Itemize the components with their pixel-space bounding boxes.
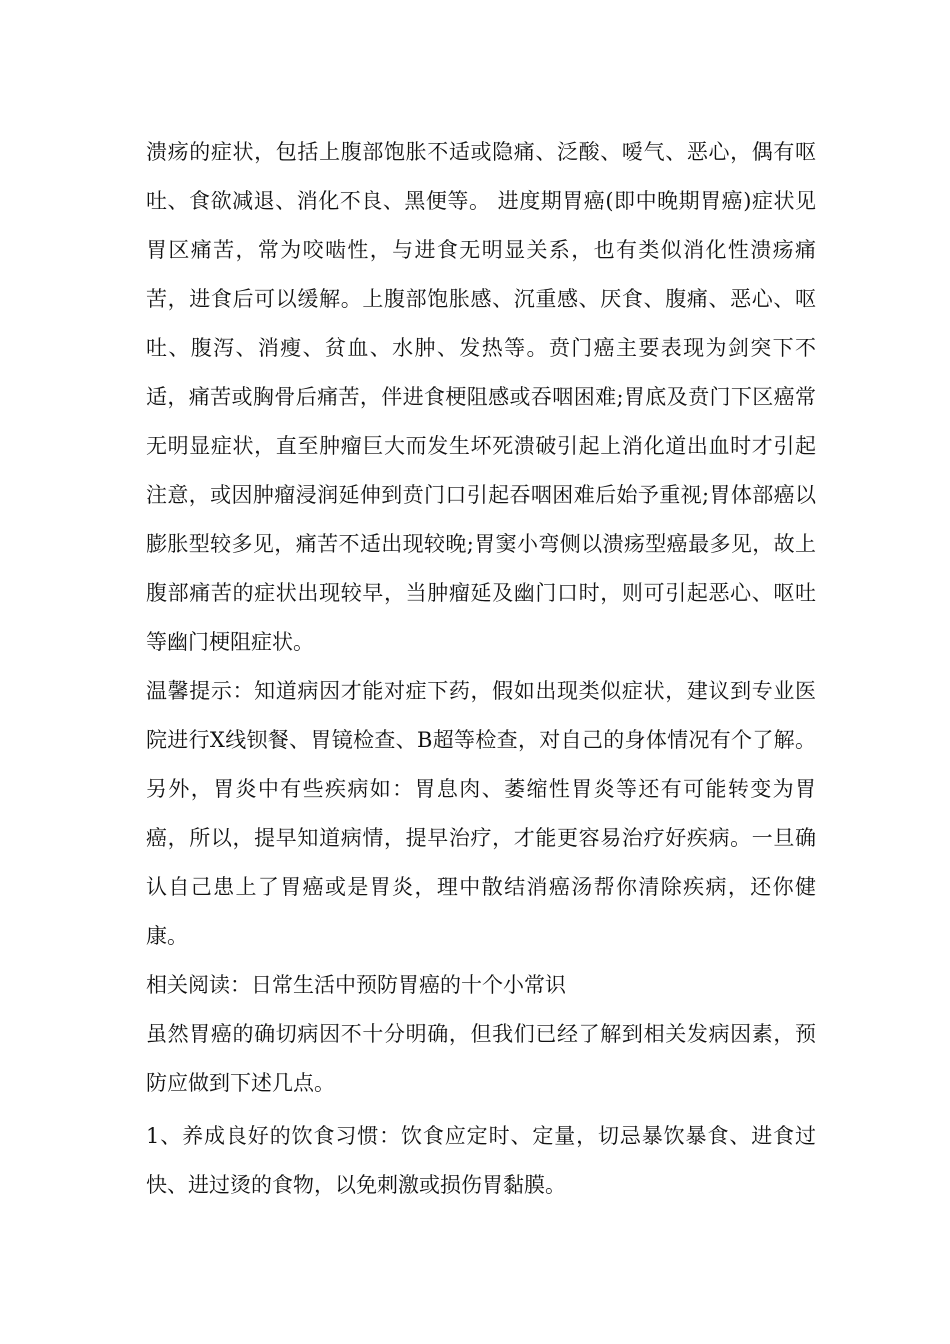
- paragraph-warm-tip: 温馨提示：知道病因才能对症下药，假如出现类似症状，建议到专业医院进行X线钡餐、胃镜检查、B超等检查，对自己的身体情况有个了解。另外，胃炎中有些疾病如：胃息肉、萎缩性胃炎等还有可能转变为胃癌，所以，提早知道病情，提早治疗，才能更容易治疗好疾病。一旦确认自己患上了胃癌或是胃炎，理中散结消癌汤帮你清除疾病，还你健康。: [146, 679, 816, 948]
- paragraph-symptoms: 溃疡的症状，包括上腹部饱胀不适或隐痛、泛酸、嗳气、恶心，偶有呕吐、食欲减退、消化不良、黑便等。 进度期胃癌(即中晚期胃癌)症状见胃区痛苦，常为咬啮性，与进食无明显关系，也有类似消化性溃疡痛苦，进食后可以缓解。上腹部饱胀感、沉重感、厌食、腹痛、恶心、呕吐、腹泻、消瘦、贫血、水肿、发热等。贲门癌主要表现为剑突下不适，痛苦或胸骨后痛苦，伴进食梗阻感或吞咽困难;胃底及贲门下区癌常无明显症状，直至肿瘤巨大而发生坏死溃破引起上消化道出血时才引起注意，或因肿瘤浸润延伸到贲门口引起吞咽困难后始予重视;胃体部癌以膨胀型较多见，痛苦不适出现较晚;胃窦小弯侧以溃疡型癌最多见，故上腹部痛苦的症状出现较早，当肿瘤延及幽门口时，则可引起恶心、呕吐等幽门梗阻症状。: [146, 140, 816, 654]
- paragraph-related-reading: 相关阅读：日常生活中预防胃癌的十个小常识: [146, 973, 566, 997]
- paragraph-prevention-intro: 虽然胃癌的确切病因不十分明确，但我们已经了解到相关发病因素，预防应做到下述几点。: [146, 1022, 816, 1095]
- paragraph-prevention-item-1: 1、养成良好的饮食习惯：饮食应定时、定量，切忌暴饮暴食、进食过快、进过烫的食物，以免刺激或损伤胃黏膜。: [146, 1124, 816, 1197]
- document-body: [146, 128, 816, 1210]
